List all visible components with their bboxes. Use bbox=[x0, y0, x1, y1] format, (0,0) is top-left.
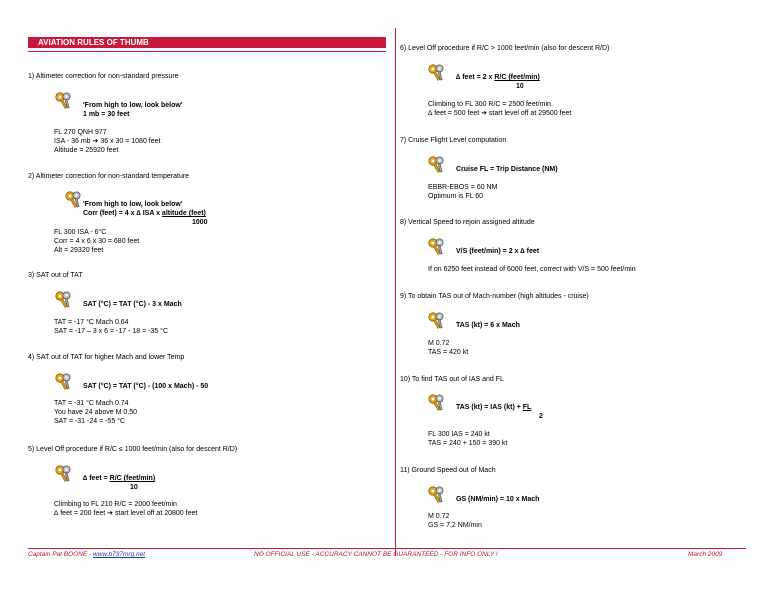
section-1-example-3: Altitude = 25920 feet bbox=[54, 147, 119, 154]
footer-website-link[interactable]: www.b737mrg.net bbox=[93, 551, 146, 558]
footer-author: Captain Pat BOONE - www.b737mrg.net bbox=[28, 551, 146, 558]
section-7-heading: 7) Cruise Flight Level computation bbox=[400, 137, 507, 144]
keys-icon bbox=[54, 290, 72, 308]
section-6-heading: 6) Level Off procedure if R/C > 1000 feet/min (also for descent R/D) bbox=[400, 45, 610, 52]
footer-date: March 2009 bbox=[688, 551, 723, 558]
keys-icon bbox=[54, 372, 72, 390]
section-2-rule-line2: Corr (feet) = 4 x ∆ ISA x altitude (feet) bbox=[83, 210, 206, 217]
section-4-example-1: TAT = -31 °C Mach 0.74 bbox=[54, 400, 129, 407]
section-5-heading: 5) Level Off procedure if R/C ≤ 1000 feet/min (also for descent R/D) bbox=[28, 446, 238, 453]
section-1-rule-line2: 1 mb = 30 feet bbox=[83, 111, 130, 118]
section-7-example-1: EBBR-EBOS = 60 NM bbox=[428, 184, 498, 191]
section-6-example-2: ∆ feet = 500 feet ➔ start level off at 29500 feet bbox=[428, 110, 572, 117]
section-2-rule-denominator: 1000 bbox=[192, 219, 208, 226]
section-2-rule-line1: 'From high to low, look below' bbox=[83, 201, 183, 208]
section-9-heading: 9) To obtain TAS out of Mach-number (high altitudes - cruise) bbox=[400, 293, 589, 300]
section-1-example-2: ISA - 36 mb ➔ 36 x 30 = 1080 feet bbox=[54, 138, 161, 145]
section-3-example-2: SAT = -17 – 3 x 6 = -17 - 18 = -35 °C bbox=[54, 328, 169, 335]
section-10-example-2: TAS = 240 + 150 = 390 kt bbox=[428, 440, 508, 447]
section-2-example-3: Alt = 29320 feet bbox=[54, 247, 104, 254]
section-3-example-1: TAT = -17 °C Mach 0.64 bbox=[54, 319, 129, 326]
section-3-heading: 3) SAT out of TAT bbox=[28, 272, 83, 279]
column-divider bbox=[395, 28, 396, 556]
keys-icon bbox=[54, 464, 72, 482]
section-11-heading: 11) Ground Speed out of Mach bbox=[400, 467, 496, 474]
section-8-heading: 8) Vertical Speed to rejoin assigned altitude bbox=[400, 219, 535, 226]
section-11-example-1: M 0.72 bbox=[428, 513, 450, 520]
section-10-rule-line1: TAS (kt) = IAS (kt) + FL bbox=[456, 404, 532, 411]
section-1-heading: 1) Altimeter correction for non-standard pressure bbox=[28, 73, 179, 80]
section-6-example-1: Climbing to FL 300 R/C = 2500 feet/min bbox=[428, 101, 551, 108]
section-9-example-2: TAS = 420 kt bbox=[428, 349, 469, 356]
section-10-example-1: FL 300 IAS = 240 kt bbox=[428, 431, 490, 438]
section-2-heading: 2) Altimeter correction for non-standard temperature bbox=[28, 173, 190, 180]
section-2-example-2: Corr = 4 x 6 x 30 = 680 feet bbox=[54, 238, 140, 245]
section-1-rule-line1: 'From high to low, look below' bbox=[83, 102, 183, 109]
section-5-example-2: ∆ feet = 200 feet ➔ start level off at 20800 feet bbox=[54, 510, 198, 517]
footer-disclaimer: NO OFFICIAL USE - ACCURACY CANNOT BE GUARANTEED - FOR INFO ONLY ! bbox=[254, 551, 498, 558]
title-underline bbox=[28, 51, 386, 52]
section-7-example-2: Optimum is FL 60 bbox=[428, 193, 483, 200]
keys-icon bbox=[427, 311, 445, 329]
section-4-rule: SAT (°C) = TAT (°C) - (100 x Mach) - 50 bbox=[83, 383, 209, 390]
section-4-heading: 4) SAT out of TAT for higher Mach and lower Temp bbox=[28, 354, 185, 361]
keys-icon bbox=[427, 393, 445, 411]
keys-icon bbox=[427, 237, 445, 255]
section-9-rule: TAS (kt) = 6 x Mach bbox=[456, 322, 520, 329]
section-8-rule: V/S (feet/min) = 2 x ∆ feet bbox=[456, 248, 540, 255]
keys-icon bbox=[427, 63, 445, 81]
section-5-example-1: Climbing to FL 210 R/C = 2000 feet/min bbox=[54, 501, 177, 508]
section-6-rule-denominator: 10 bbox=[516, 83, 524, 90]
section-11-rule: GS (NM/min) = 10 x Mach bbox=[456, 496, 540, 503]
section-4-example-3: SAT = -31 -24 = -55 °C bbox=[54, 418, 126, 425]
keys-icon bbox=[427, 155, 445, 173]
page-title: AVIATION RULES OF THUMB bbox=[38, 38, 149, 47]
footer-divider bbox=[28, 548, 746, 549]
keys-icon bbox=[64, 190, 82, 208]
section-5-rule-denominator: 10 bbox=[130, 484, 138, 491]
section-10-heading: 10) To find TAS out of IAS and FL bbox=[400, 376, 504, 383]
section-6-rule-line1: ∆ feet = 2 x R/C (feet/min) bbox=[456, 74, 540, 81]
section-7-rule: Cruise FL = Trip Distance (NM) bbox=[456, 166, 558, 173]
section-1-example-1: FL 270 QNH 977 bbox=[54, 129, 107, 136]
keys-icon bbox=[427, 485, 445, 503]
keys-icon bbox=[54, 91, 72, 109]
section-2-example-1: FL 300 ISA - 6°C bbox=[54, 229, 107, 236]
section-4-example-2: You have 24 above M 0.50 bbox=[54, 409, 138, 416]
section-5-rule-line1: ∆ feet = R/C (feet/min) bbox=[83, 475, 156, 482]
section-10-rule-denominator: 2 bbox=[539, 413, 543, 420]
section-11-example-2: GS = 7,2 NM/min bbox=[428, 522, 482, 529]
section-8-example-1: If on 6250 feet instead of 6000 feet, correct with V/S = 500 feet/min bbox=[428, 266, 636, 273]
section-9-example-1: M 0.72 bbox=[428, 340, 450, 347]
section-3-rule: SAT (°C) = TAT (°C) - 3 x Mach bbox=[83, 301, 182, 308]
